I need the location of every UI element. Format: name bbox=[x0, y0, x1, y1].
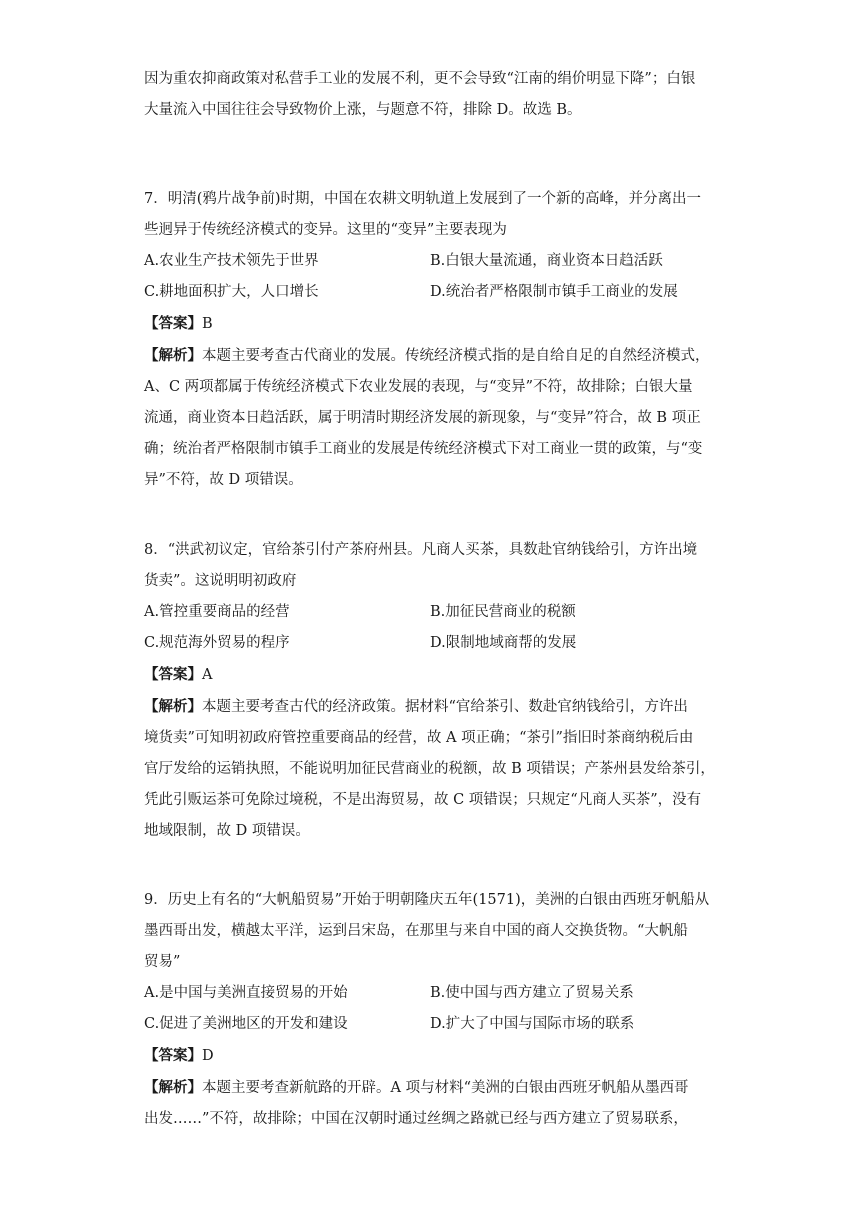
question-stem-line: 货卖”。这说明明初政府 bbox=[144, 573, 297, 589]
analysis-line: A、C 两项都属于传统经济模式下农业发展的表现，与“变异”不符，故排除；白银大量 bbox=[144, 379, 693, 395]
options-grid bbox=[144, 978, 720, 1040]
option-b: B.使中国与西方建立了贸易关系 bbox=[430, 985, 634, 1001]
answer-tag: 【答案】 bbox=[144, 666, 202, 683]
option-b: B.加征民营商业的税额 bbox=[430, 604, 576, 620]
question-8 bbox=[144, 535, 720, 847]
option-a: A.农业生产技术领先于世界 bbox=[144, 253, 319, 269]
option-d: D.扩大了中国与国际市场的联系 bbox=[430, 1016, 635, 1032]
question-stem-line: 8．“洪武初议定，官给茶引付产茶府州县。凡商人买茶，具数赴官纳钱给引，方许出境 bbox=[144, 542, 698, 558]
answer-value: B bbox=[202, 316, 213, 332]
analysis-tag: 【解析】 bbox=[144, 347, 202, 364]
answer-value: A bbox=[202, 667, 213, 683]
answer-line bbox=[144, 659, 720, 691]
analysis-text: 本题主要考查古代商业的发展。传统经济模式指的是自给自足的自然经济模式， bbox=[202, 348, 710, 364]
option-c: C.耕地面积扩大，人口增长 bbox=[144, 284, 319, 300]
option-a: A.管控重要商品的经营 bbox=[144, 604, 290, 620]
analysis-line: 确；统治者严格限制市镇手工商业的发展是传统经济模式下对工商业一贯的政策，与“变 bbox=[144, 441, 703, 457]
answer-line bbox=[144, 1040, 720, 1072]
question-7 bbox=[144, 184, 720, 496]
analysis-text: 本题主要考查古代的经济政策。据材料“官给茶引、数赴官纳钱给引，方许出 bbox=[202, 699, 688, 715]
question-stem-line: 墨西哥出发，横越太平洋，运到吕宋岛，在那里与来自中国的商人交换货物。“大帆船 bbox=[144, 923, 688, 939]
answer-tag: 【答案】 bbox=[144, 315, 202, 332]
analysis-line: 境货卖”可知明初政府管控重要商品的经营，故 A 项正确；“茶引”指旧时茶商纳税后由 bbox=[144, 730, 694, 746]
answer-tag: 【答案】 bbox=[144, 1047, 202, 1064]
option-a: A.是中国与美洲直接贸易的开始 bbox=[144, 985, 348, 1001]
intro-line: 大量流入中国往往会导致物价上涨，与题意不符，排除 D。故选 B。 bbox=[144, 102, 582, 118]
analysis-line: 出发……”不符，故排除；中国在汉朝时通过丝绸之路就已经与西方建立了贸易联系， bbox=[144, 1111, 688, 1127]
analysis-line: 异”不符，故 D 项错误。 bbox=[144, 472, 303, 488]
option-d: D.限制地域商帮的发展 bbox=[430, 635, 577, 651]
question-stem-line: 7．明清(鸦片战争前)时期，中国在农耕文明轨道上发展到了一个新的高峰，并分离出一 bbox=[144, 191, 702, 207]
question-9 bbox=[144, 885, 720, 1135]
question-stem-line: 些迥异于传统经济模式的变异。这里的“变异”主要表现为 bbox=[144, 222, 507, 238]
question-stem-line: 贸易” bbox=[144, 954, 181, 970]
analysis-line: 地域限制，故 D 项错误。 bbox=[144, 823, 310, 839]
answer-line bbox=[144, 308, 720, 340]
option-c: C.规范海外贸易的程序 bbox=[144, 635, 290, 651]
option-b: B.白银大量流通，商业资本日趋活跃 bbox=[430, 253, 663, 269]
analysis-tag: 【解析】 bbox=[144, 698, 202, 715]
options-grid bbox=[144, 246, 720, 308]
question-stem-line: 9．历史上有名的“大帆船贸易”开始于明朝隆庆五年(1571)，美洲的白银由西班牙帆船从 bbox=[144, 892, 710, 908]
option-c: C.促进了美洲地区的开发和建设 bbox=[144, 1016, 348, 1032]
intro-paragraph bbox=[144, 64, 720, 126]
analysis-line bbox=[144, 1072, 720, 1104]
options-grid bbox=[144, 597, 720, 659]
option-d: D.统治者严格限制市镇手工商业的发展 bbox=[430, 284, 678, 300]
analysis-tag: 【解析】 bbox=[144, 1079, 202, 1096]
answer-value: D bbox=[202, 1048, 214, 1064]
analysis-line bbox=[144, 340, 720, 372]
analysis-text: 本题主要考查新航路的开辟。A 项与材料“美洲的白银由西班牙帆船从墨西哥 bbox=[202, 1080, 689, 1096]
intro-line: 因为重农抑商政策对私营手工业的发展不利，更不会导致“江南的绢价明显下降”；白银 bbox=[144, 71, 696, 87]
analysis-line bbox=[144, 691, 720, 723]
analysis-line: 凭此引贩运茶可免除过境税，不是出海贸易，故 C 项错误；只规定“凡商人买茶”，没有 bbox=[144, 792, 702, 808]
analysis-line: 流通，商业资本日趋活跃，属于明清时期经济发展的新现象，与“变异”符合，故 B 项正 bbox=[144, 410, 701, 426]
analysis-line: 官厅发给的运销执照，不能说明加征民营商业的税额，故 B 项错误；产茶州县发给茶引， bbox=[144, 761, 715, 777]
